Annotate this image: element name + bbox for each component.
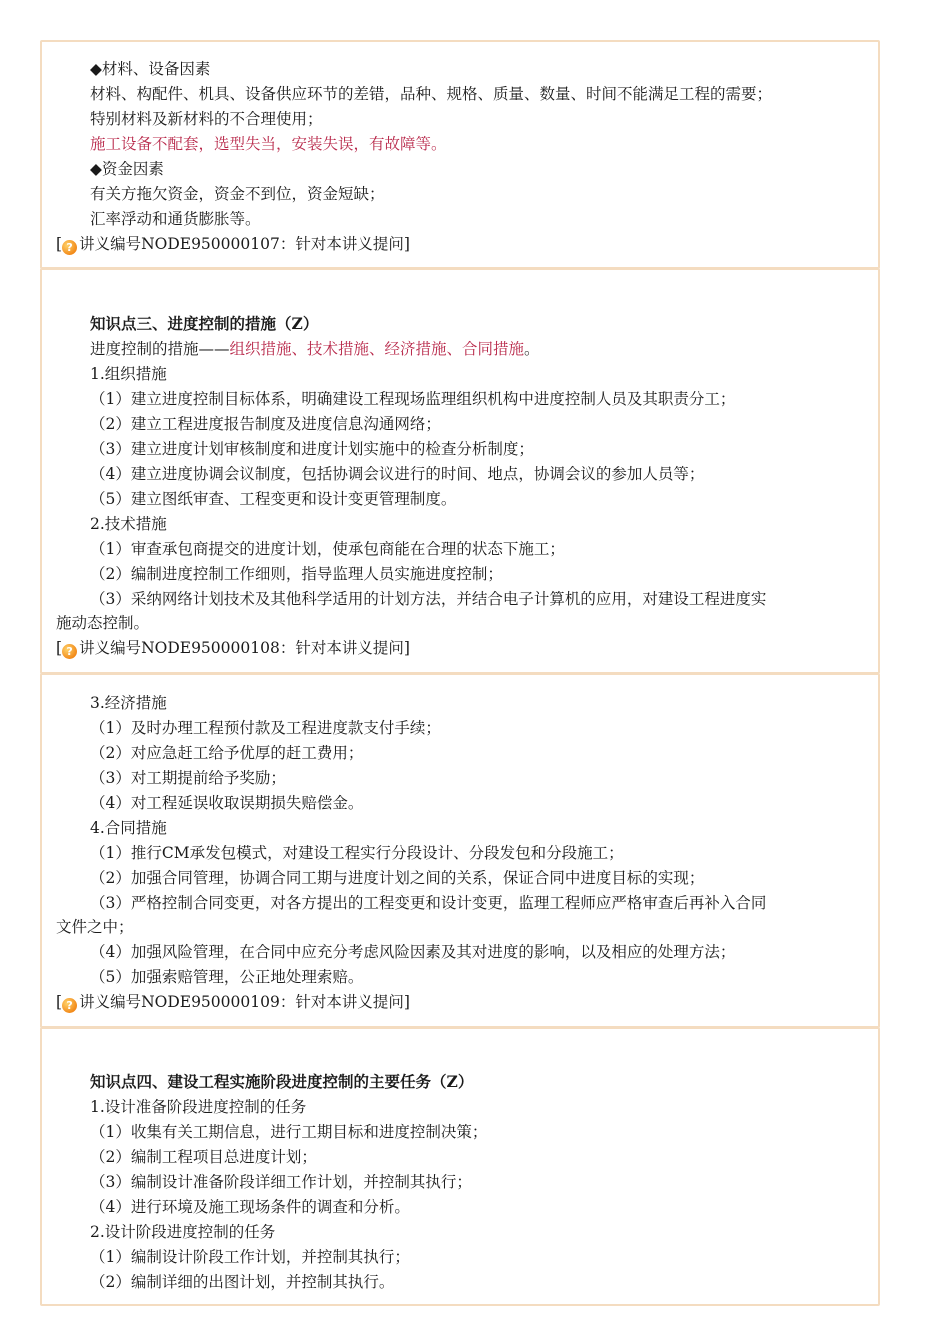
list-item: （2）编制工程项目总进度计划； xyxy=(90,1148,317,1166)
text-line: 有关方拖欠资金，资金不到位，资金短缺； xyxy=(90,185,385,203)
list-item: （5）加强索赔管理，公正地处理索赔。 xyxy=(90,968,364,986)
list-item: （3）对工期提前给予奖励； xyxy=(90,769,286,787)
text-line: 材料、构配件、机具、设备供应环节的差错，品种、规格、质量、数量、时间不能满足工程的需要； xyxy=(90,85,773,103)
sub-heading: 3.经济措施 xyxy=(90,694,167,712)
list-item: （2）编制详细的出图计划，并控制其执行。 xyxy=(90,1273,395,1291)
intro-text: 进度控制的措施—— xyxy=(90,340,230,358)
list-item: （2）对应急赶工给予优厚的赶工费用； xyxy=(90,744,364,762)
sub-heading: 4.合同措施 xyxy=(90,819,167,837)
list-item: （3）编制设计准备阶段详细工作计划，并控制其执行； xyxy=(90,1173,472,1191)
heading-material-factors: ◆材料、设备因素 xyxy=(90,60,211,78)
list-item: （1）编制设计阶段工作计划，并控制其执行； xyxy=(90,1248,410,1266)
list-item-wrap: 施动态控制。 xyxy=(56,614,150,632)
list-item: （4）加强风险管理，在合同中应充分考虑风险因素及其对进度的影响，以及相应的处理方法； xyxy=(90,943,736,961)
text-line: 特别材料及新材料的不合理使用； xyxy=(90,110,323,128)
question-mark-icon: ? xyxy=(62,240,77,255)
list-item: （2）加强合同管理，协调合同工期与进度计划之间的关系，保证合同中进度目标的实现； xyxy=(90,869,705,887)
text-line: 汇率浮动和通货膨胀等。 xyxy=(90,210,261,228)
intro-line xyxy=(90,339,540,359)
list-item: （1）审查承包商提交的进度计划，使承包商能在合理的状态下施工； xyxy=(90,540,565,558)
ref-bracket: [ xyxy=(56,639,63,657)
list-item: （1）建立进度控制目标体系，明确建设工程现场监理组织机构中进度控制人员及其职责分工； xyxy=(90,390,736,408)
lecture-ref-link[interactable] xyxy=(56,638,410,659)
ref-text: 讲义编号NODE950000107：针对本讲义提问] xyxy=(79,235,410,253)
ref-text: 讲义编号NODE950000109：针对本讲义提问] xyxy=(79,993,410,1011)
list-item: （4）进行环境及施工现场条件的调查和分析。 xyxy=(90,1198,410,1216)
ref-bracket: [ xyxy=(56,993,63,1011)
section-title: 知识点三、进度控制的措施（Z） xyxy=(90,314,319,333)
list-item-wrap: 文件之中； xyxy=(56,918,134,936)
highlight-line: 施工设备不配套，选型失当，安装失误，有故障等。 xyxy=(90,135,447,153)
list-item: （2）编制进度控制工作细则，指导监理人员实施进度控制； xyxy=(90,565,503,583)
list-item: （1）及时办理工程预付款及工程进度款支付手续； xyxy=(90,719,441,737)
list-item: （3）严格控制合同变更，对各方提出的工程变更和设计变更，监理工程师应严格审查后再补入合同 xyxy=(90,894,767,912)
list-item: （3）建立进度计划审核制度和进度计划实施中的检查分析制度； xyxy=(90,440,534,458)
list-item: （1）推行CM承发包模式，对建设工程实行分段设计、分段发包和分段施工； xyxy=(90,844,624,862)
sub-heading: 1.组织措施 xyxy=(90,365,167,383)
section-title: 知识点四、建设工程实施阶段进度控制的主要任务（Z） xyxy=(90,1072,474,1091)
list-item: （4）对工程延误收取误期损失赔偿金。 xyxy=(90,794,364,812)
intro-highlight: 组织措施、技术措施、经济措施、合同措施 xyxy=(229,340,525,358)
list-item: （4）建立进度协调会议制度，包括协调会议进行的时间、地点，协调会议的参加人员等； xyxy=(90,465,705,483)
sub-heading: 2.设计阶段进度控制的任务 xyxy=(90,1223,276,1241)
ref-bracket: [ xyxy=(56,235,63,253)
lecture-ref-link[interactable] xyxy=(56,234,410,255)
lecture-ref-link[interactable] xyxy=(56,992,410,1013)
list-item: （5）建立图纸审查、工程变更和设计变更管理制度。 xyxy=(90,490,457,508)
ref-text: 讲义编号NODE950000108：针对本讲义提问] xyxy=(79,639,410,657)
intro-end: 。 xyxy=(524,340,540,358)
question-mark-icon: ? xyxy=(62,644,77,659)
question-mark-icon: ? xyxy=(62,998,77,1013)
list-item: （1）收集有关工期信息，进行工期目标和进度控制决策； xyxy=(90,1123,488,1141)
list-item: （2）建立工程进度报告制度及进度信息沟通网络； xyxy=(90,415,441,433)
list-item: （3）采纳网络计划技术及其他科学适用的计划方法，并结合电子计算机的应用，对建设工程进度实 xyxy=(90,590,767,608)
sub-heading: 1.设计准备阶段进度控制的任务 xyxy=(90,1098,307,1116)
heading-fund-factors: ◆资金因素 xyxy=(90,160,164,178)
sub-heading: 2.技术措施 xyxy=(90,515,167,533)
